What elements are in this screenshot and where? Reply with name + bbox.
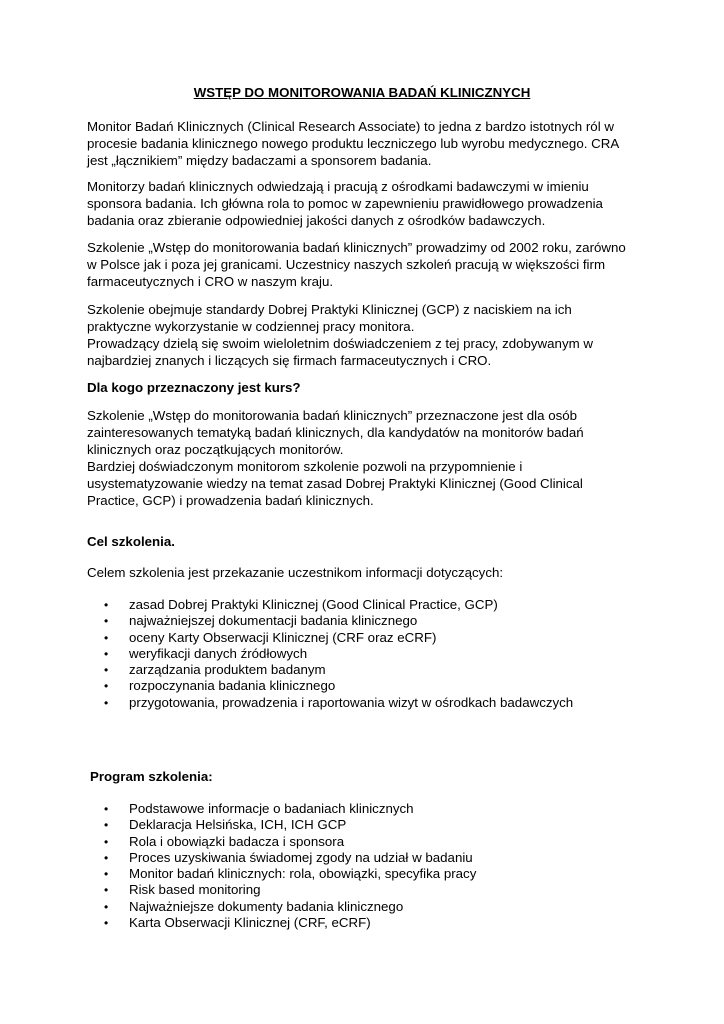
- bullet-icon: •: [104, 630, 109, 645]
- list-item-text: Rola i obowiązki badacza i sponsora: [129, 833, 345, 849]
- list-item: [100, 801, 476, 817]
- monitors-paragraph: [87, 178, 667, 229]
- since-line: farmaceutycznych i CRO w naszym kraju.: [87, 274, 334, 289]
- bullet-icon: •: [104, 695, 109, 710]
- goal-list: [100, 597, 573, 711]
- bullet-icon: •: [104, 899, 109, 914]
- list-item: [100, 899, 476, 915]
- list-item-text: najważniejszej dokumentacji badania klinicznego: [129, 613, 418, 629]
- scope-line: Szkolenie obejmuje standardy Dobrej Praktyki Klinicznej (GCP) z naciskiem na ich: [87, 302, 572, 317]
- bullet-icon: •: [104, 598, 109, 612]
- audience-line: Bardziej doświadczonym monitorom szkolenie pozwoli na przypomnienie i: [87, 459, 523, 474]
- since-line: Szkolenie „Wstęp do monitorowania badań klinicznych” prowadzimy od 2002 roku, zarówno: [87, 240, 626, 255]
- list-item-text: zarządzania produktem badanym: [129, 662, 326, 678]
- monitors-line: badania oraz zbieranie odpowiedniej jakości danych z ośrodków badawczych.: [87, 213, 546, 228]
- list-item: [100, 695, 573, 711]
- list-item-text: rozpoczynania badania klinicznego: [129, 678, 336, 694]
- list-item: [100, 646, 573, 662]
- intro-line: Monitor Badań Klinicznych (Clinical Research Associate) to jedna z bardzo istotnych ról w: [87, 119, 614, 134]
- list-item: [100, 866, 476, 882]
- intro-paragraph: [87, 118, 667, 169]
- list-item-text: oceny Karty Obserwacji Klinicznej (CRF oraz eCRF): [129, 629, 437, 645]
- bullet-icon: •: [104, 679, 109, 694]
- list-item-text: Karta Obserwacji Klinicznej (CRF, eCRF): [129, 915, 371, 931]
- list-item-text: Proces uzyskiwania świadomej zgody na udział w badaniu: [129, 849, 473, 865]
- bullet-icon: •: [104, 614, 109, 629]
- intro-line: procesie badania klinicznego nowego produktu leczniczego lub wyrobu medycznego. CRA: [87, 136, 620, 151]
- since-line: w Polsce jak i poza jej granicami. Uczestnicy naszych szkoleń pracują w większości firm: [87, 257, 606, 272]
- list-item: [100, 613, 573, 629]
- audience-paragraph: [87, 407, 667, 509]
- list-item: [100, 678, 573, 694]
- program-heading: Program szkolenia:: [90, 769, 213, 784]
- bullet-icon: •: [104, 818, 109, 833]
- list-item: [100, 817, 476, 833]
- scope-line: Prowadzący dzielą się swoim wieloletnim doświadczeniem z tej pracy, zdobywanym w: [87, 336, 593, 351]
- bullet-icon: •: [104, 834, 109, 849]
- scope-paragraph: [87, 301, 667, 369]
- bullet-icon: •: [104, 663, 109, 678]
- bullet-icon: •: [104, 867, 109, 882]
- bullet-icon: •: [104, 883, 109, 898]
- audience-line: Practice, GCP) i prowadzenia badań klinicznych.: [87, 493, 374, 508]
- monitors-line: sponsora badania. Ich główna rola to pomoc w zapewnieniu prawidłowego prowadzenia: [87, 196, 603, 211]
- list-item: [100, 882, 476, 898]
- audience-line: usystematyzowanie wiedzy na temat zasad Dobrej Praktyki Klinicznej (Good Clinical: [87, 476, 583, 491]
- list-item-text: Risk based monitoring: [129, 882, 261, 898]
- list-item-text: Najważniejsze dokumenty badania klinicznego: [129, 898, 404, 914]
- goal-heading: Cel szkolenia.: [87, 534, 175, 549]
- list-item-text: przygotowania, prowadzenia i raportowania wizyt w ośrodkach badawczych: [129, 694, 574, 710]
- list-item-text: Monitor badań klinicznych: rola, obowiązki, specyfika pracy: [129, 866, 477, 882]
- bullet-icon: •: [104, 916, 109, 931]
- since-paragraph: [87, 239, 667, 290]
- list-item: [100, 834, 476, 850]
- program-list: [100, 801, 476, 931]
- scope-line: praktyczne wykorzystanie w codziennej pracy monitora.: [87, 319, 415, 334]
- list-item-text: Deklaracja Helsińska, ICH, ICH GCP: [129, 817, 347, 833]
- goal-intro-line: Celem szkolenia jest przekazanie uczestnikom informacji dotyczących:: [87, 565, 504, 580]
- list-item: [100, 850, 476, 866]
- bullet-icon: •: [104, 802, 109, 816]
- goal-intro: [87, 564, 667, 581]
- list-item: [100, 630, 573, 646]
- audience-line: klinicznych oraz początkujących monitorów.: [87, 442, 344, 457]
- scope-line: najbardziej znanych i liczących się firmach farmaceutycznych i CRO.: [87, 353, 492, 368]
- bullet-icon: •: [104, 646, 109, 661]
- document-title: WSTĘP DO MONITOROWANIA BADAŃ KLINICZNYCH: [193, 85, 531, 100]
- monitors-line: Monitorzy badań klinicznych odwiedzają i pracują z ośrodkami badawczymi w imieniu: [87, 179, 589, 194]
- list-item-text: weryfikacji danych źródłowych: [129, 645, 308, 661]
- audience-line: Szkolenie „Wstęp do monitorowania badań klinicznych” przeznaczone jest dla osób: [87, 408, 578, 423]
- intro-line: jest „łącznikiem” między badaczami a sponsorem badania.: [87, 153, 432, 168]
- list-item-text: zasad Dobrej Praktyki Klinicznej (Good Clinical Practice, GCP): [129, 597, 498, 612]
- bullet-icon: •: [104, 850, 109, 865]
- list-item-text: Podstawowe informacje o badaniach klinicznych: [129, 801, 414, 816]
- list-item: [100, 915, 476, 931]
- audience-heading: Dla kogo przeznaczony jest kurs?: [87, 380, 301, 395]
- list-item: [100, 597, 573, 613]
- list-item: [100, 662, 573, 678]
- audience-line: zainteresowanych tematyką badań klinicznych, dla kandydatów na monitorów badań: [87, 425, 584, 440]
